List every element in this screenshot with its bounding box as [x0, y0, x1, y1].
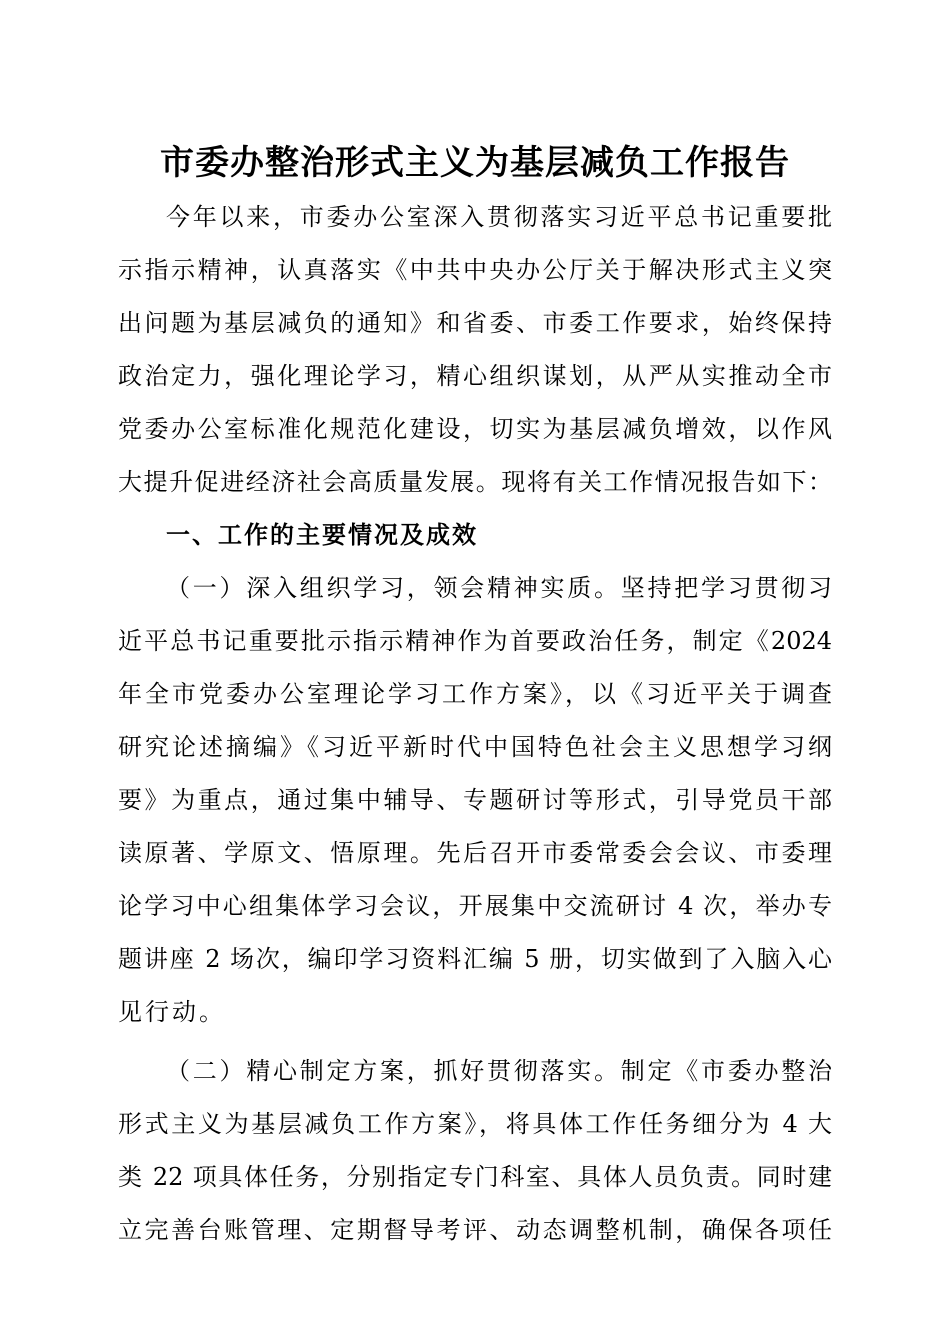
document-title: 市委办整治形式主义为基层减负工作报告: [160, 143, 790, 183]
text-line: 大提升促进经济社会高质量发展。现将有关工作情况报告如下：: [118, 468, 832, 496]
text-line: 见行动。: [118, 998, 226, 1026]
paragraph-1: [118, 562, 832, 1039]
text-line: 出问题为基层减负的通知》和省委、市委工作要求，始终保持: [118, 309, 832, 337]
text-line: 要》为重点，通过集中辅导、专题研讨等形式，引导党员干部: [118, 786, 832, 814]
text-line: 年全市党委办公室理论学习工作方案》，以《习近平关于调查: [118, 680, 832, 708]
text-line: （一）深入组织学习，领会精神实质。坚持把学习贯彻习: [166, 574, 832, 602]
text-line: 题讲座 2 场次，编印学习资料汇编 5 册，切实做到了入脑入心: [118, 945, 832, 973]
intro-paragraph: [118, 191, 832, 509]
text-line: 今年以来，市委办公室深入贯彻落实习近平总书记重要批: [166, 203, 832, 231]
text-line: 形式主义为基层减负工作方案》，将具体工作任务细分为 4 大: [118, 1110, 832, 1138]
document-body: [118, 191, 832, 1257]
text-line: （二）精心制定方案，抓好贯彻落实。制定《市委办整治: [166, 1057, 832, 1085]
text-line: 读原著、学原文、悟原理。先后召开市委常委会会议、市委理: [118, 839, 832, 867]
text-line: 研究论述摘编》《习近平新时代中国特色社会主义思想学习纲: [118, 733, 832, 761]
text-line: 立完善台账管理、定期督导考评、动态调整机制，确保各项任: [118, 1216, 832, 1244]
text-line: 党委办公室标准化规范化建设，切实为基层减负增效，以作风: [118, 415, 832, 443]
text-line: 政治定力，强化理论学习，精心组织谋划，从严从实推动全市: [118, 362, 832, 390]
section-heading: 一、工作的主要情况及成效: [166, 521, 478, 549]
text-line: 近平总书记重要批示指示精神作为首要政治任务，制定《2024: [118, 627, 832, 655]
paragraph-2: [118, 1045, 832, 1257]
text-line: 示指示精神，认真落实《中共中央办公厅关于解决形式主义突: [118, 256, 832, 284]
text-line: 类 22 项具体任务，分别指定专门科室、具体人员负责。同时建: [118, 1163, 832, 1191]
text-line: 论学习中心组集体学习会议，开展集中交流研讨 4 次，举办专: [118, 892, 832, 920]
